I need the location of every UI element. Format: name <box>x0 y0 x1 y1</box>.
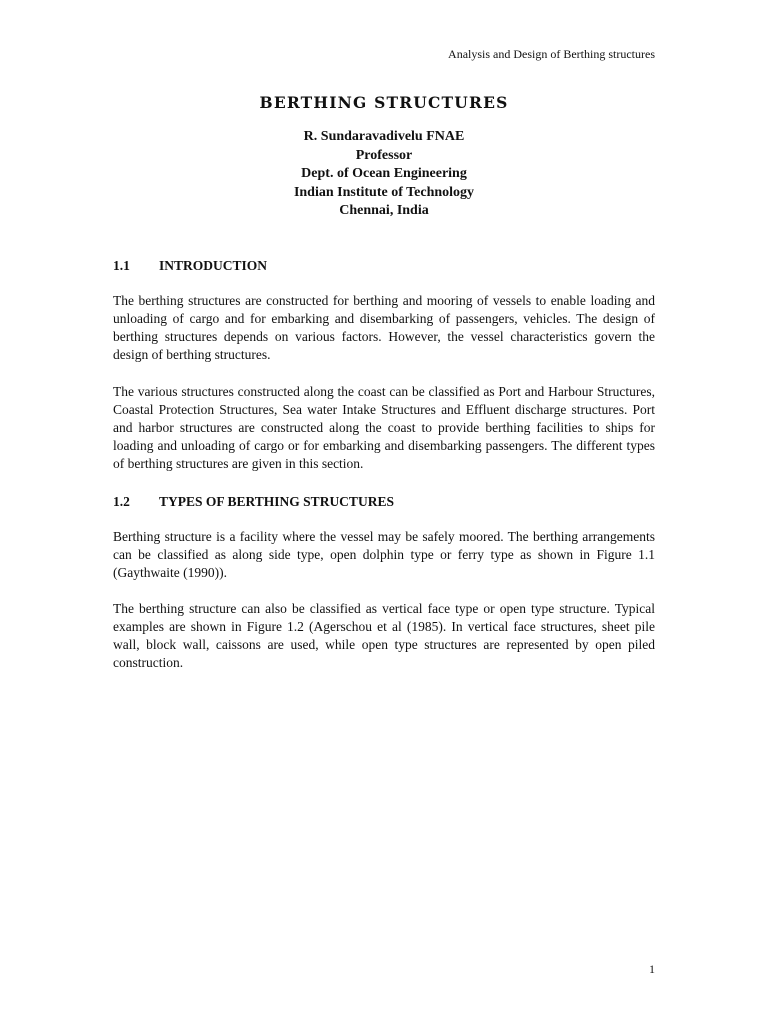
section-title: TYPES OF BERTHING STRUCTURES <box>159 494 394 509</box>
author-department: Dept. of Ocean Engineering <box>301 166 467 181</box>
document-title: BERTHING STRUCTURES <box>259 93 509 112</box>
section-number: 1.1 <box>113 258 130 273</box>
paragraph: The berthing structures are constructed for berthing and mooring of vessels to enable loading and unloading of cargo and for embarking and disembarking of passengers, vehicles. The design of berthing structures depends on various factors. However, the vessel characteristics govern the design of berthing structures. <box>113 293 655 363</box>
running-header: Analysis and Design of Berthing structures <box>448 47 655 61</box>
section-heading-types <box>113 493 394 511</box>
page-number: 1 <box>649 962 655 976</box>
author-position: Professor <box>355 147 413 163</box>
author-institute: Indian Institute of Technology <box>293 184 475 200</box>
section-number: 1.2 <box>113 494 130 509</box>
author-location: Chennai, India <box>339 203 429 218</box>
paragraph: The berthing structure can also be classified as vertical face type or open type structure. Typical examples are shown in Figure 1.2 (Agerschou et al (1985). In vertical face structures, sheet pile wall, block wall, caissons are used, while open type structures are represented by open piled construction. <box>113 601 655 671</box>
paragraph: Berthing structure is a facility where the vessel may be safely moored. The berthing arrangements can be classified as along side type, open dolphin type or ferry type as shown in Figure 1.1 (Gaythwaite (1990)). <box>113 529 655 581</box>
paragraph: The various structures constructed along the coast can be classified as Port and Harbour Structures, Coastal Protection Structures, Sea water Intake Structures and Effluent discharge structures. Port and harbor structures are constructed along the coast to provide berthing facilities to ships for loading and unloading of cargo or for embarking and disembarking passengers. The different types of berthing structures are given in this section. <box>113 384 655 472</box>
section-title: INTRODUCTION <box>159 258 268 273</box>
section-heading-introduction <box>113 257 267 275</box>
title-block <box>0 92 768 221</box>
author-name: R. Sundaravadivelu FNAE <box>303 129 465 144</box>
